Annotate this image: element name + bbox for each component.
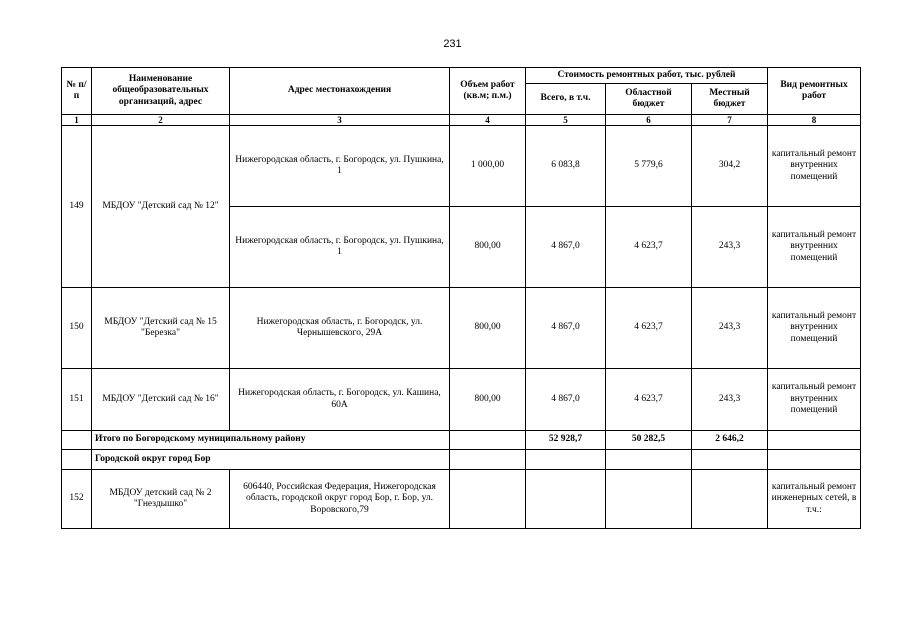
work-type: капитальный ремонт внутренних помещений (768, 369, 861, 431)
row-num: 151 (62, 369, 92, 431)
cost-regional: 50 282,5 (606, 431, 692, 450)
cost-total: 52 928,7 (526, 431, 606, 450)
column-number: 2 (92, 115, 230, 126)
cost-local: 243,3 (692, 207, 768, 288)
table-row (62, 369, 861, 431)
cost-local: 304,2 (692, 126, 768, 207)
org-name: МБДОУ детский сад № 2 "Гнездышко" (92, 470, 230, 529)
header-num: № п/п (62, 68, 92, 115)
empty-cell (62, 450, 92, 470)
column-number-row (62, 115, 861, 126)
empty-cell (692, 450, 768, 470)
table-row (62, 126, 861, 207)
header-regional: Областной бюджет (606, 84, 692, 115)
row-num: 149 (62, 126, 92, 288)
cost-local: 2 646,2 (692, 431, 768, 450)
cost-regional: 4 623,7 (606, 288, 692, 369)
cost-local (692, 470, 768, 529)
empty-cell (768, 450, 861, 470)
header-volume: Объем работ (кв.м; п.м.) (450, 68, 526, 115)
repair-works-table (61, 67, 861, 529)
empty-cell (526, 450, 606, 470)
work-type: капитальный ремонт внутренних помещений (768, 126, 861, 207)
column-number: 4 (450, 115, 526, 126)
org-name: МБДОУ "Детский сад № 15 "Березка" (92, 288, 230, 369)
address: Нижегородская область, г. Богородск, ул. Чернышевского, 29А (230, 288, 450, 369)
row-num: 152 (62, 470, 92, 529)
cost-regional (606, 470, 692, 529)
district-heading: Городской округ город Бор (92, 450, 450, 470)
district-heading-row (62, 450, 861, 470)
empty-cell (62, 431, 92, 450)
cost-total: 4 867,0 (526, 207, 606, 288)
district-total-row (62, 431, 861, 450)
empty-cell (768, 431, 861, 450)
page-number: 231 (443, 38, 462, 50)
column-number: 3 (230, 115, 450, 126)
cost-local: 243,3 (692, 369, 768, 431)
volume: 800,00 (450, 288, 526, 369)
cost-total (526, 470, 606, 529)
column-number: 8 (768, 115, 861, 126)
cost-regional: 4 623,7 (606, 369, 692, 431)
header-total: Всего, в т.ч. (526, 84, 606, 115)
empty-cell (450, 431, 526, 450)
empty-cell (450, 450, 526, 470)
work-type: капитальный ремонт инженерных сетей, в т.ч.: (768, 470, 861, 529)
cost-local: 243,3 (692, 288, 768, 369)
empty-cell (606, 450, 692, 470)
address: Нижегородская область, г. Богородск, ул. Кашина, 60А (230, 369, 450, 431)
cost-regional: 4 623,7 (606, 207, 692, 288)
row-num: 150 (62, 288, 92, 369)
volume: 800,00 (450, 369, 526, 431)
header-local: Местный бюджет (692, 84, 768, 115)
org-name: МБДОУ "Детский сад № 12" (92, 126, 230, 288)
volume: 800,00 (450, 207, 526, 288)
cost-regional: 5 779,6 (606, 126, 692, 207)
header-work-type: Вид ремонтных работ (768, 68, 861, 115)
cost-total: 4 867,0 (526, 369, 606, 431)
column-number: 7 (692, 115, 768, 126)
address: Нижегородская область, г. Богородск, ул. Пушкина, 1 (230, 207, 450, 288)
column-number: 6 (606, 115, 692, 126)
cost-total: 4 867,0 (526, 288, 606, 369)
work-type: капитальный ремонт внутренних помещений (768, 207, 861, 288)
header-cost-group: Стоимость ремонтных работ, тыс. рублей (526, 68, 768, 84)
column-number: 5 (526, 115, 606, 126)
header-address: Адрес местонахождения (230, 68, 450, 115)
address: Нижегородская область, г. Богородск, ул. Пушкина, 1 (230, 126, 450, 207)
table-row (62, 470, 861, 529)
volume: 1 000,00 (450, 126, 526, 207)
column-number: 1 (62, 115, 92, 126)
header-org-name: Наименование общеобразовательных организаций, адрес (92, 68, 230, 115)
work-type: капитальный ремонт внутренних помещений (768, 288, 861, 369)
district-total-label: Итого по Богородскому муниципальному району (92, 431, 450, 450)
table-row (62, 288, 861, 369)
cost-total: 6 083,8 (526, 126, 606, 207)
address: 606440, Российская Федерация, Нижегородская область, городской округ город Бор, г. Бор, ул. Воровского,79 (230, 470, 450, 529)
org-name: МБДОУ "Детский сад № 16" (92, 369, 230, 431)
volume (450, 470, 526, 529)
